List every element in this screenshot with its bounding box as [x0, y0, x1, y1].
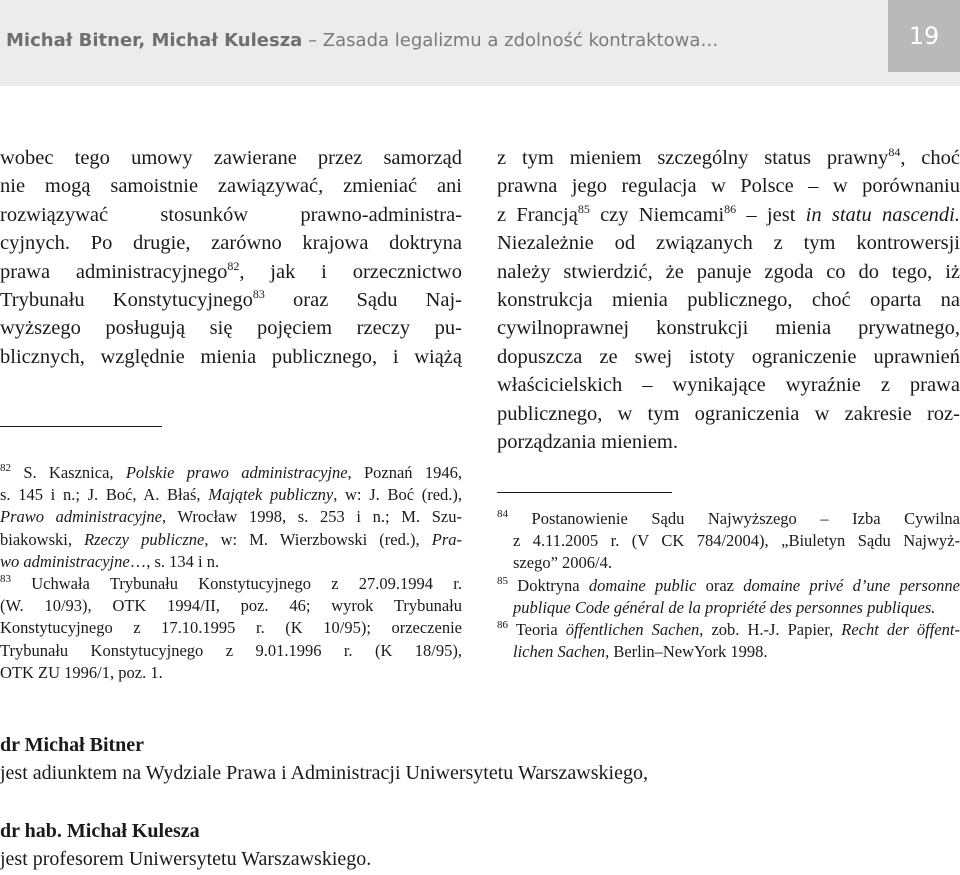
- footnote-85-line: [497, 575, 960, 597]
- author-bio-2: [0, 817, 371, 873]
- header-article-title: Zasada legalizmu a zdolność kontraktowa…: [322, 30, 719, 51]
- footnote-82-line: [0, 484, 462, 506]
- author-description: jest adiunktem na Wydziale Prawa i Administracji Uniwersytetu Warszawskiego,: [0, 762, 648, 784]
- text-line: konstrukcja mienia publicznego, choć oparta na: [497, 289, 960, 312]
- text-line: publicznego, w tym ograniczenia w zakresie roz-: [497, 402, 960, 425]
- right-column-text: [497, 144, 960, 456]
- author-name: dr Michał Bitner: [0, 734, 145, 756]
- running-title: [6, 30, 718, 51]
- text-line: [497, 201, 960, 229]
- italic-title: lichen Sachen: [513, 642, 606, 662]
- text-fragment: , w: M. Wierzbowski (red.),: [204, 529, 432, 549]
- italic-title: Recht der öffent-: [841, 620, 960, 640]
- footnote-82-line: [0, 462, 462, 484]
- text-fragment: Teoria: [508, 620, 566, 640]
- running-header: [0, 0, 960, 86]
- italic-phrase: domaine public: [588, 575, 697, 595]
- italic-title: Majątek publiczny: [208, 485, 334, 505]
- italic-title: Pra-: [431, 529, 462, 549]
- text-fragment: Trybunału Konstytucyjnego: [0, 289, 253, 312]
- text-fragment: biakowski,: [0, 529, 85, 549]
- text-fragment: – jest: [736, 203, 806, 226]
- footnote-83-line: (W. 10/93), OTK 1994/II, poz. 46; wyrok Trybunału: [0, 596, 462, 616]
- text-line: [0, 286, 462, 314]
- italic-phrase: publique Code général de la propriété des personnes publiques.: [513, 597, 936, 617]
- text-line: wobec tego umowy zawierane przez samorząd: [0, 147, 462, 169]
- text-line: właścicielskich – wynikające wyraźnie z prawa: [497, 374, 960, 397]
- page-number: 19: [888, 0, 960, 72]
- footnote-83-line: Konstytucyjnego z 17.10.1995 r. (K 10/95); orzeczenie: [0, 618, 462, 638]
- text-fragment: z Francją: [497, 203, 578, 226]
- footnote-83-line: OTK ZU 1996/1, poz. 1.: [0, 662, 163, 682]
- text-fragment: S. Kasznica,: [11, 463, 126, 482]
- footnote-ref-86[interactable]: 86: [724, 201, 737, 216]
- text-fragment: , choć: [900, 147, 960, 169]
- text-fragment: czy Niemcami: [589, 203, 725, 226]
- footnotes-right: [497, 508, 960, 663]
- text-fragment: Doktryna: [508, 575, 589, 595]
- text-fragment: z tym mieniem szczególny status prawny: [497, 147, 889, 169]
- footnote-number-83: 83: [0, 573, 11, 586]
- footnote-separator-right: [497, 492, 672, 493]
- footnote-86-line: [497, 619, 960, 641]
- text-fragment: prawa administracyjnego: [0, 260, 228, 283]
- header-authors: Michał Bitner, Michał Kulesza: [6, 30, 303, 51]
- footnote-83-line: [0, 573, 462, 595]
- text-fragment: , jak i orzecznictwo: [239, 260, 462, 283]
- text-line: dopuszcza ze swej istoty ograniczenie uprawnień: [497, 345, 960, 368]
- footnote-number-85: 85: [497, 574, 508, 587]
- footnote-separator-left: [0, 426, 162, 427]
- footnote-86-line: [497, 641, 960, 663]
- italic-phrase: in statu nascendi.: [805, 203, 960, 226]
- text-line: należy stwierdzić, że panuje zgoda co do tego, iż: [497, 260, 960, 283]
- text-line: nie mogą samoistnie zawiązywać, zmieniać ani: [0, 175, 462, 198]
- text-fragment: oraz: [696, 575, 744, 595]
- text-fragment: Postanowienie Sądu Najwyższego – Izba Cywilna: [508, 509, 960, 528]
- footnote-number-86: 86: [497, 619, 508, 632]
- author-description: jest profesorem Uniwersytetu Warszawskiego.: [0, 848, 372, 870]
- italic-title: öffentlichen Sachen: [565, 620, 700, 640]
- text-line: cyjnych. Po drugie, zarówno krajowa doktryna: [0, 232, 462, 255]
- text-fragment: s. 145 i n.; J. Boć, A. Błaś,: [0, 485, 209, 505]
- footnote-ref-82[interactable]: 82: [227, 258, 240, 273]
- text-fragment: , w: J. Boć (red.),: [333, 485, 463, 505]
- text-line: Niezależnie od związanych z tym kontrowersji: [497, 232, 960, 255]
- text-line: blicznych, względnie mienia publicznego, i wiążą: [0, 345, 462, 368]
- text-line: rozwiązywać stosunków prawno-administra-: [0, 203, 462, 226]
- text-line: wyższego posługują się pojęciem rzeczy pu-: [0, 317, 462, 340]
- footnote-84-line: szego” 2006/4.: [513, 553, 612, 573]
- footnote-83-line: Trybunału Konstytucyjnego z 9.01.1996 r. (K 18/95),: [0, 640, 462, 660]
- footnote-ref-84[interactable]: 84: [888, 145, 901, 159]
- footnotes-left: [0, 462, 462, 684]
- text-fragment: oraz Sądu Naj-: [264, 289, 463, 312]
- text-fragment: , zob. H.-J. Papier,: [699, 620, 842, 640]
- footnote-84-line: z 4.11.2005 r. (V CK 784/2004), „Biuletyn Sądu Najwyż-: [513, 531, 960, 551]
- author-bio-1: [0, 731, 648, 787]
- footnote-84-line: [497, 508, 960, 530]
- footnote-number-84: 84: [497, 508, 508, 520]
- text-fragment: , Wrocław 1998, s. 253 i n.; M. Szu-: [162, 507, 462, 527]
- footnote-85-line: [497, 597, 960, 619]
- italic-title: Rzeczy publiczne: [84, 529, 205, 549]
- text-line: cywilnoprawnej konstrukcji mienia prywatnego,: [497, 317, 960, 340]
- footnote-ref-85[interactable]: 85: [577, 201, 590, 216]
- text-fragment: , Berlin–NewYork 1998.: [605, 642, 768, 662]
- text-fragment: , Poznań 1946,: [347, 463, 462, 482]
- footnote-82-line: [0, 506, 462, 528]
- text-line: [0, 258, 462, 286]
- footnote-ref-83[interactable]: 83: [252, 287, 265, 302]
- italic-title: Polskie prawo administracyjne: [125, 463, 348, 482]
- text-line: porządzania mieniem.: [497, 431, 678, 454]
- text-line: [497, 144, 960, 172]
- text-fragment: Uchwała Trybunału Konstytucyjnego z 27.09.1994 r.: [11, 574, 462, 594]
- italic-phrase: domaine privé d’une personne: [743, 575, 960, 595]
- text-fragment: …, s. 134 i n.: [129, 551, 220, 571]
- left-column-text: [0, 144, 462, 371]
- header-separator: –: [302, 30, 323, 51]
- footnote-number-82: 82: [0, 462, 11, 474]
- italic-title: wo administracyjne: [0, 551, 130, 571]
- footnote-82-line: [0, 551, 462, 573]
- italic-title: Prawo administracyjne: [0, 507, 162, 527]
- footnote-82-line: [0, 529, 462, 551]
- text-line: prawna jego regulacja w Polsce – w porównaniu: [497, 175, 960, 198]
- author-name: dr hab. Michał Kulesza: [0, 820, 200, 842]
